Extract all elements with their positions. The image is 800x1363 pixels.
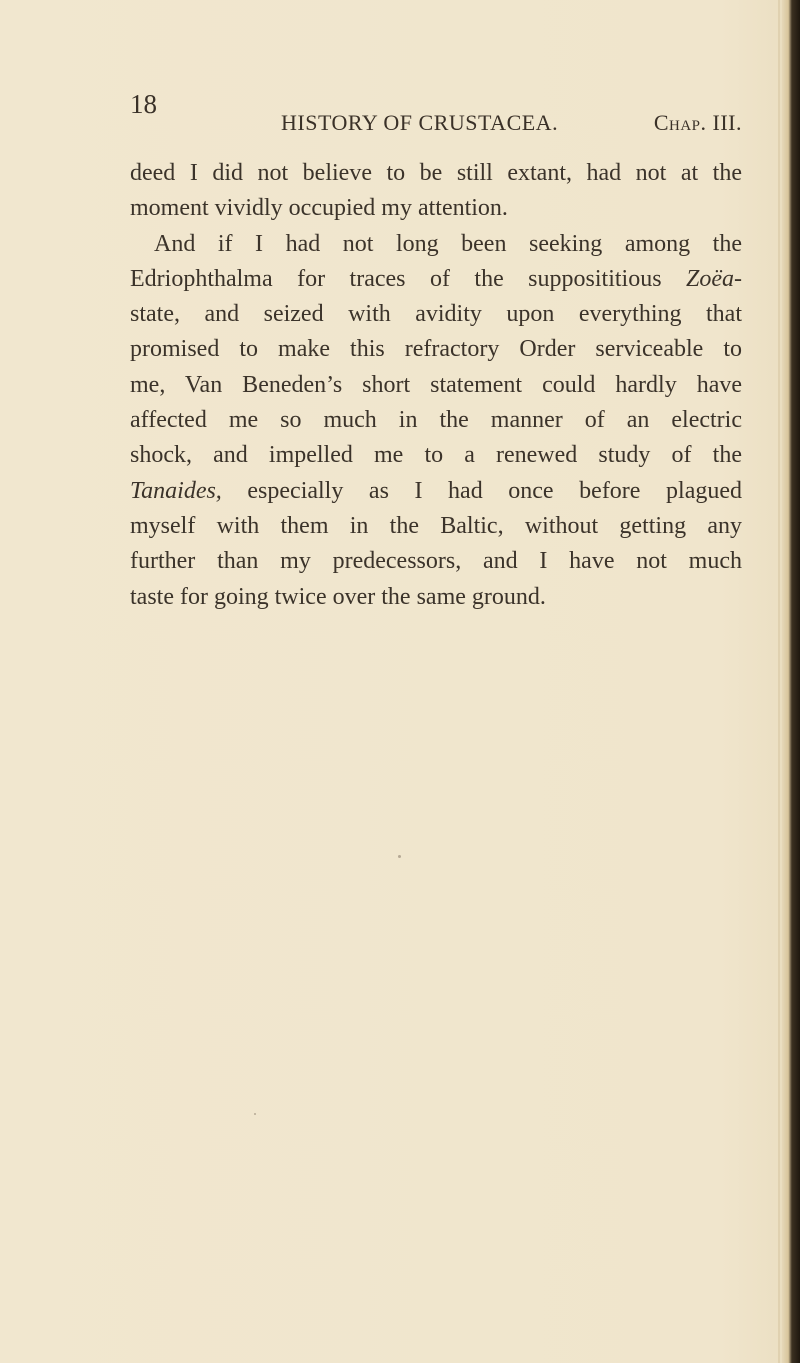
running-title: HISTORY OF CRUSTACEA. <box>281 110 559 135</box>
text-line: promised to make this refractory Order serviceable to <box>130 336 742 363</box>
text-line: affected me so much in the manner of an electric <box>130 407 742 434</box>
text-line: taste for going twice over the same ground. <box>130 583 546 610</box>
paper-speck <box>254 1113 256 1115</box>
text-line <box>130 262 742 297</box>
chapter-label: Chap. III. <box>653 110 742 135</box>
text-segment: especially as I had once before plagued <box>247 477 743 504</box>
body-paragraphs <box>130 156 742 615</box>
page-number: 18 <box>130 89 157 119</box>
text-line: shock, and impelled me to a renewed study of the <box>130 442 742 469</box>
italic-term-zoea: Zoëa- <box>686 265 743 292</box>
running-head <box>130 89 742 140</box>
book-binding-edge <box>782 0 800 1363</box>
paper-speck <box>398 855 401 858</box>
text-line: myself with them in the Baltic, without getting any <box>130 512 742 539</box>
text-line: further than my predecessors, and I have not much <box>130 548 742 575</box>
italic-term-tanaides: Tanaides, <box>130 477 222 504</box>
page-gutter-shadow <box>778 0 780 1363</box>
text-line: deed I did not believe to be still extant, had not at the <box>130 160 742 186</box>
text-line <box>130 474 742 509</box>
text-segment: Edriophthalma for traces of the supposititious <box>130 265 662 292</box>
text-line: me, Van Beneden’s short statement could hardly have <box>130 371 742 398</box>
text-line: state, and seized with avidity upon everything that <box>130 301 742 328</box>
text-line: moment vividly occupied my attention. <box>130 195 508 222</box>
text-line: And if I had not long been seeking among the <box>154 230 742 257</box>
